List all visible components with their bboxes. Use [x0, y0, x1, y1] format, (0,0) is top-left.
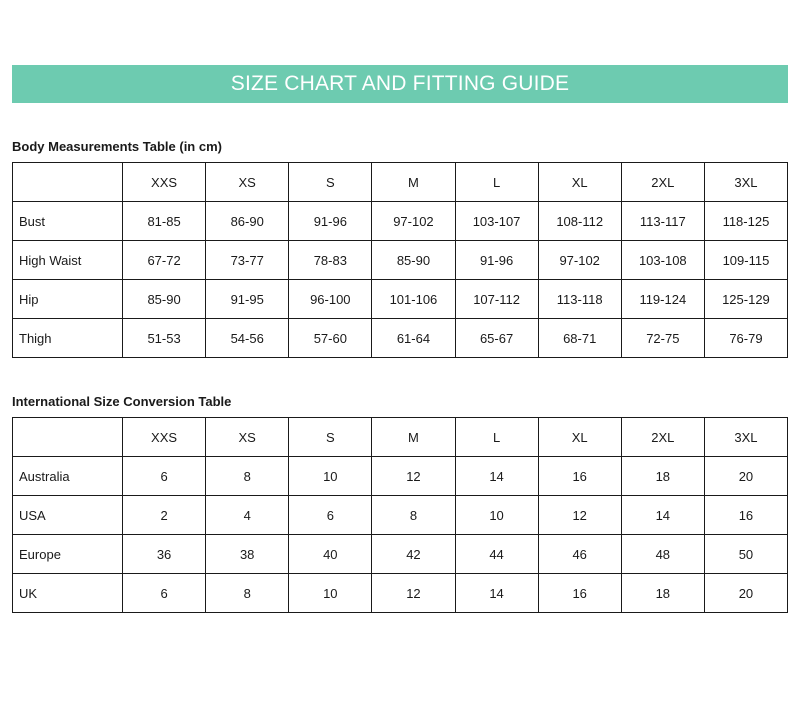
table-cell: 96-100: [289, 280, 372, 319]
table-row: [13, 202, 788, 241]
header-size-cell: 2XL: [621, 163, 704, 202]
table-cell: 103-107: [455, 202, 538, 241]
table-cell: 61-64: [372, 319, 455, 358]
table-cell: 113-118: [538, 280, 621, 319]
row-label: Europe: [13, 535, 123, 574]
table-cell: 86-90: [206, 202, 289, 241]
table-cell: 18: [621, 574, 704, 613]
table-cell: 20: [704, 574, 787, 613]
table-cell: 2: [123, 496, 206, 535]
table-cell: 65-67: [455, 319, 538, 358]
header-size-cell: L: [455, 418, 538, 457]
header-size-cell: 3XL: [704, 418, 787, 457]
table-cell: 91-96: [289, 202, 372, 241]
table-cell: 10: [289, 574, 372, 613]
table-cell: 73-77: [206, 241, 289, 280]
table-cell: 46: [538, 535, 621, 574]
table-row: [13, 457, 788, 496]
table-cell: 14: [621, 496, 704, 535]
row-label: Australia: [13, 457, 123, 496]
row-label: Hip: [13, 280, 123, 319]
table-cell: 8: [206, 574, 289, 613]
table-cell: 97-102: [372, 202, 455, 241]
table-cell: 50: [704, 535, 787, 574]
table-cell: 57-60: [289, 319, 372, 358]
header-size-cell: XL: [538, 418, 621, 457]
table-row: [13, 496, 788, 535]
table-cell: 78-83: [289, 241, 372, 280]
table-cell: 113-117: [621, 202, 704, 241]
table-cell: 103-108: [621, 241, 704, 280]
table-cell: 6: [123, 457, 206, 496]
body-measurements-table: [12, 162, 788, 358]
table-cell: 101-106: [372, 280, 455, 319]
table-cell: 67-72: [123, 241, 206, 280]
table-cell: 10: [289, 457, 372, 496]
header-corner-cell: [13, 163, 123, 202]
table-cell: 125-129: [704, 280, 787, 319]
table-cell: 85-90: [123, 280, 206, 319]
table-cell: 6: [289, 496, 372, 535]
table-cell: 76-79: [704, 319, 787, 358]
row-label: Bust: [13, 202, 123, 241]
table-cell: 48: [621, 535, 704, 574]
table-cell: 4: [206, 496, 289, 535]
table-cell: 51-53: [123, 319, 206, 358]
table-cell: 18: [621, 457, 704, 496]
header-size-cell: XL: [538, 163, 621, 202]
table-cell: 44: [455, 535, 538, 574]
table-row: [13, 535, 788, 574]
table-cell: 108-112: [538, 202, 621, 241]
table-cell: 16: [704, 496, 787, 535]
table-cell: 16: [538, 574, 621, 613]
table-row: [13, 280, 788, 319]
header-size-cell: 2XL: [621, 418, 704, 457]
table-cell: 38: [206, 535, 289, 574]
header-size-cell: XS: [206, 418, 289, 457]
table-cell: 118-125: [704, 202, 787, 241]
table-cell: 119-124: [621, 280, 704, 319]
header-size-cell: 3XL: [704, 163, 787, 202]
table-cell: 91-96: [455, 241, 538, 280]
header-size-cell: S: [289, 418, 372, 457]
row-label: USA: [13, 496, 123, 535]
table-row: [13, 319, 788, 358]
table-cell: 85-90: [372, 241, 455, 280]
header-size-cell: M: [372, 163, 455, 202]
table-row: [13, 241, 788, 280]
table-cell: 12: [372, 574, 455, 613]
size-conversion-table: [12, 417, 788, 613]
table-cell: 97-102: [538, 241, 621, 280]
header-corner-cell: [13, 418, 123, 457]
table-cell: 81-85: [123, 202, 206, 241]
table-cell: 12: [538, 496, 621, 535]
row-label: Thigh: [13, 319, 123, 358]
table-cell: 8: [206, 457, 289, 496]
table-header-row: [13, 163, 788, 202]
table-cell: 107-112: [455, 280, 538, 319]
table-cell: 14: [455, 574, 538, 613]
page-title: SIZE CHART AND FITTING GUIDE: [230, 72, 570, 95]
table-header-row: [13, 418, 788, 457]
header-size-cell: XXS: [123, 163, 206, 202]
table-cell: 8: [372, 496, 455, 535]
table-cell: 40: [289, 535, 372, 574]
table-cell: 36: [123, 535, 206, 574]
header-size-cell: S: [289, 163, 372, 202]
table-cell: 14: [455, 457, 538, 496]
header-size-cell: M: [372, 418, 455, 457]
header-size-cell: XXS: [123, 418, 206, 457]
header-size-cell: XS: [206, 163, 289, 202]
size-conversion-title: International Size Conversion Table: [12, 394, 232, 409]
title-banner: [12, 65, 788, 103]
table-cell: 109-115: [704, 241, 787, 280]
table-cell: 12: [372, 457, 455, 496]
table-cell: 10: [455, 496, 538, 535]
table-cell: 54-56: [206, 319, 289, 358]
table-cell: 72-75: [621, 319, 704, 358]
body-measurements-title: Body Measurements Table (in cm): [12, 139, 222, 154]
table-cell: 42: [372, 535, 455, 574]
row-label: High Waist: [13, 241, 123, 280]
table-row: [13, 574, 788, 613]
table-cell: 16: [538, 457, 621, 496]
table-cell: 20: [704, 457, 787, 496]
row-label: UK: [13, 574, 123, 613]
table-cell: 91-95: [206, 280, 289, 319]
table-cell: 68-71: [538, 319, 621, 358]
table-cell: 6: [123, 574, 206, 613]
header-size-cell: L: [455, 163, 538, 202]
